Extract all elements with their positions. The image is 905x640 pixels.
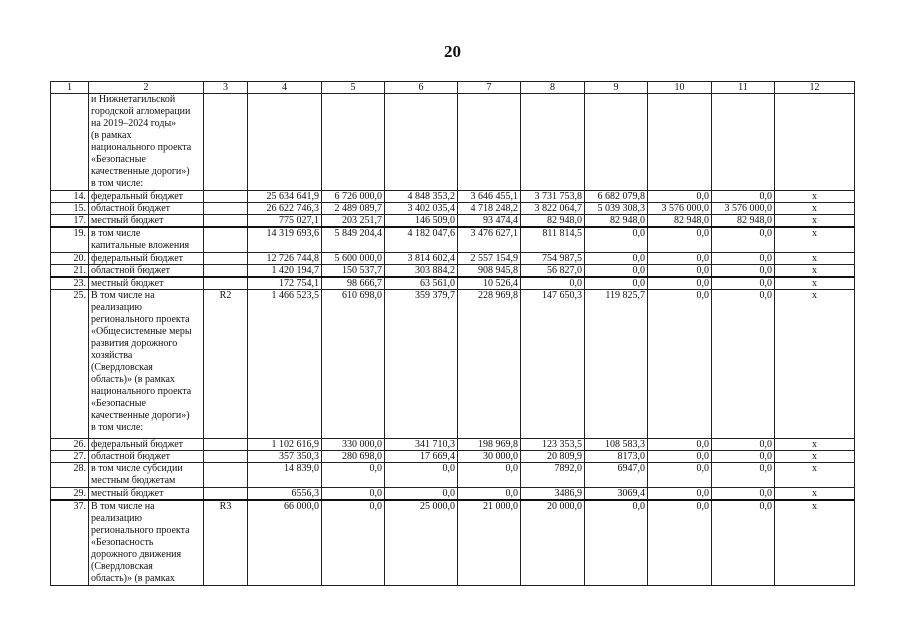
value-cell: 0,0: [385, 463, 458, 488]
table-row: [51, 203, 855, 215]
row-code-cell: [204, 203, 248, 215]
table-row: [51, 94, 855, 191]
value-cell: 3486,9: [521, 488, 585, 501]
value-cell: 66 000,0: [248, 500, 322, 586]
row-label-cell: В том числе на реализацию регионального проекта «Безопасность дорожного движения (Свердловская область)» (в рамках: [89, 500, 204, 586]
value-cell: 3 731 753,8: [521, 191, 585, 203]
mark-cell: [775, 94, 855, 191]
value-cell: 228 969,8: [458, 290, 521, 439]
row-number-cell: 23.: [51, 277, 89, 290]
row-label-cell: федеральный бюджет: [89, 253, 204, 265]
row-code-cell: R2: [204, 290, 248, 439]
value-cell: [585, 94, 648, 191]
value-cell: [712, 94, 775, 191]
row-label-cell: в том числе капитальные вложения: [89, 227, 204, 253]
value-cell: 0,0: [712, 463, 775, 488]
mark-cell: x: [775, 215, 855, 228]
value-cell: 1 466 523,5: [248, 290, 322, 439]
column-number: 10: [648, 82, 712, 94]
value-cell: 108 583,3: [585, 439, 648, 451]
row-number-cell: 27.: [51, 451, 89, 463]
value-cell: 21 000,0: [458, 500, 521, 586]
column-number: 1: [51, 82, 89, 94]
value-cell: 6556,3: [248, 488, 322, 501]
value-cell: 25 634 641,9: [248, 191, 322, 203]
value-cell: 303 884,2: [385, 265, 458, 278]
value-cell: 123 353,5: [521, 439, 585, 451]
value-cell: 7892,0: [521, 463, 585, 488]
table-row: [51, 463, 855, 488]
mark-cell: x: [775, 500, 855, 586]
row-number-cell: 19.: [51, 227, 89, 253]
mark-cell: x: [775, 227, 855, 253]
value-cell: 0,0: [712, 253, 775, 265]
value-cell: 26 622 746,3: [248, 203, 322, 215]
table-row: [51, 451, 855, 463]
value-cell: 82 948,0: [521, 215, 585, 228]
row-code-cell: [204, 451, 248, 463]
value-cell: 0,0: [712, 265, 775, 278]
value-cell: 908 945,8: [458, 265, 521, 278]
table-row: [51, 265, 855, 278]
value-cell: 147 650,3: [521, 290, 585, 439]
row-code-cell: [204, 253, 248, 265]
mark-cell: x: [775, 277, 855, 290]
value-cell: 150 537,7: [322, 265, 385, 278]
row-number-cell: 20.: [51, 253, 89, 265]
column-number: 7: [458, 82, 521, 94]
value-cell: 3 646 455,1: [458, 191, 521, 203]
value-cell: 198 969,8: [458, 439, 521, 451]
table-row: [51, 290, 855, 439]
column-number: 2: [89, 82, 204, 94]
mark-cell: x: [775, 203, 855, 215]
value-cell: 0,0: [648, 191, 712, 203]
row-label-cell: В том числе на реализацию регионального проекта «Общесистемные меры развития дорожного хозяйства (Свердловская область)» (в рамках национального проекта «Безопасные качественные дороги») в том числе:: [89, 290, 204, 439]
row-number-cell: 29.: [51, 488, 89, 501]
value-cell: 0,0: [585, 277, 648, 290]
value-cell: 17 669,4: [385, 451, 458, 463]
row-code-cell: [204, 488, 248, 501]
mark-cell: x: [775, 439, 855, 451]
value-cell: 2 489 089,7: [322, 203, 385, 215]
column-number: 6: [385, 82, 458, 94]
table-row: [51, 488, 855, 501]
table-row: [51, 215, 855, 228]
value-cell: 82 948,0: [585, 215, 648, 228]
value-cell: 0,0: [585, 265, 648, 278]
value-cell: 0,0: [648, 227, 712, 253]
value-cell: 30 000,0: [458, 451, 521, 463]
value-cell: 6 726 000,0: [322, 191, 385, 203]
value-cell: 357 350,3: [248, 451, 322, 463]
value-cell: 20 809,9: [521, 451, 585, 463]
value-cell: 3 476 627,1: [458, 227, 521, 253]
value-cell: 359 379,7: [385, 290, 458, 439]
page-number: 20: [444, 42, 461, 61]
mark-cell: x: [775, 488, 855, 501]
value-cell: 8173,0: [585, 451, 648, 463]
value-cell: 0,0: [648, 451, 712, 463]
column-number: 9: [585, 82, 648, 94]
value-cell: 146 509,0: [385, 215, 458, 228]
value-cell: 1 102 616,9: [248, 439, 322, 451]
value-cell: 3 822 064,7: [521, 203, 585, 215]
row-label-cell: федеральный бюджет: [89, 191, 204, 203]
value-cell: 775 027,1: [248, 215, 322, 228]
value-cell: 119 825,7: [585, 290, 648, 439]
column-number-row: [51, 82, 855, 94]
value-cell: 0,0: [712, 488, 775, 501]
value-cell: 4 718 248,2: [458, 203, 521, 215]
column-number: 4: [248, 82, 322, 94]
value-cell: 203 251,7: [322, 215, 385, 228]
value-cell: 10 526,4: [458, 277, 521, 290]
value-cell: 5 039 308,3: [585, 203, 648, 215]
value-cell: 172 754,1: [248, 277, 322, 290]
value-cell: 5 849 204,4: [322, 227, 385, 253]
value-cell: 0,0: [712, 191, 775, 203]
value-cell: 98 666,7: [322, 277, 385, 290]
row-code-cell: [204, 215, 248, 228]
row-label-cell: в том числе субсидии местным бюджетам: [89, 463, 204, 488]
value-cell: 0,0: [322, 463, 385, 488]
value-cell: 0,0: [712, 439, 775, 451]
row-number-cell: 37.: [51, 500, 89, 586]
table-row: [51, 439, 855, 451]
value-cell: 0,0: [648, 277, 712, 290]
value-cell: 0,0: [385, 488, 458, 501]
row-label-cell: местный бюджет: [89, 215, 204, 228]
table-row: [51, 277, 855, 290]
row-label-cell: федеральный бюджет: [89, 439, 204, 451]
column-number: 5: [322, 82, 385, 94]
value-cell: 12 726 744,8: [248, 253, 322, 265]
column-number: 11: [712, 82, 775, 94]
value-cell: 0,0: [648, 463, 712, 488]
value-cell: [248, 94, 322, 191]
row-code-cell: [204, 439, 248, 451]
value-cell: 0,0: [648, 253, 712, 265]
column-number: 3: [204, 82, 248, 94]
value-cell: 3 814 602,4: [385, 253, 458, 265]
row-label-cell: областной бюджет: [89, 451, 204, 463]
mark-cell: x: [775, 290, 855, 439]
value-cell: 3 402 035,4: [385, 203, 458, 215]
mark-cell: x: [775, 463, 855, 488]
value-cell: 0,0: [712, 500, 775, 586]
value-cell: 610 698,0: [322, 290, 385, 439]
row-label-cell: областной бюджет: [89, 203, 204, 215]
table-row: [51, 191, 855, 203]
value-cell: 0,0: [458, 463, 521, 488]
value-cell: 6 682 079,8: [585, 191, 648, 203]
row-number-cell: 26.: [51, 439, 89, 451]
value-cell: [648, 94, 712, 191]
mark-cell: x: [775, 451, 855, 463]
value-cell: [385, 94, 458, 191]
value-cell: 0,0: [585, 227, 648, 253]
column-number: 12: [775, 82, 855, 94]
row-number-cell: 15.: [51, 203, 89, 215]
row-number-cell: 25.: [51, 290, 89, 439]
table-row: [51, 500, 855, 586]
value-cell: 4 182 047,6: [385, 227, 458, 253]
row-label-cell: и Нижнетагильской городской агломерации на 2019–2024 годы» (в рамках национального проекта «Безопасные качественные дороги») в том числе:: [89, 94, 204, 191]
value-cell: [521, 94, 585, 191]
value-cell: 25 000,0: [385, 500, 458, 586]
value-cell: 82 948,0: [712, 215, 775, 228]
value-cell: [458, 94, 521, 191]
value-cell: 0,0: [648, 500, 712, 586]
value-cell: 280 698,0: [322, 451, 385, 463]
row-label-cell: областной бюджет: [89, 265, 204, 278]
value-cell: 3 576 000,0: [712, 203, 775, 215]
value-cell: 0,0: [648, 439, 712, 451]
value-cell: 20 000,0: [521, 500, 585, 586]
budget-table: [50, 81, 855, 586]
value-cell: 56 827,0: [521, 265, 585, 278]
value-cell: 1 420 194,7: [248, 265, 322, 278]
row-number-cell: 14.: [51, 191, 89, 203]
row-label-cell: местный бюджет: [89, 277, 204, 290]
value-cell: 754 987,5: [521, 253, 585, 265]
value-cell: 3 576 000,0: [648, 203, 712, 215]
value-cell: 0,0: [648, 290, 712, 439]
table-row: [51, 253, 855, 265]
value-cell: 0,0: [585, 253, 648, 265]
row-number-cell: 17.: [51, 215, 89, 228]
value-cell: [322, 94, 385, 191]
row-code-cell: [204, 265, 248, 278]
row-number-cell: 21.: [51, 265, 89, 278]
value-cell: 14 839,0: [248, 463, 322, 488]
value-cell: 0,0: [322, 500, 385, 586]
value-cell: 6947,0: [585, 463, 648, 488]
mark-cell: x: [775, 265, 855, 278]
value-cell: 330 000,0: [322, 439, 385, 451]
row-code-cell: [204, 463, 248, 488]
value-cell: 0,0: [521, 277, 585, 290]
value-cell: 0,0: [712, 227, 775, 253]
value-cell: 341 710,3: [385, 439, 458, 451]
value-cell: 0,0: [322, 488, 385, 501]
value-cell: 82 948,0: [648, 215, 712, 228]
value-cell: 5 600 000,0: [322, 253, 385, 265]
value-cell: 0,0: [458, 488, 521, 501]
row-code-cell: [204, 94, 248, 191]
row-label-cell: местный бюджет: [89, 488, 204, 501]
value-cell: 3069,4: [585, 488, 648, 501]
value-cell: 0,0: [648, 265, 712, 278]
table-row: [51, 227, 855, 253]
row-number-cell: 28.: [51, 463, 89, 488]
value-cell: 0,0: [585, 500, 648, 586]
row-number-cell: [51, 94, 89, 191]
value-cell: 0,0: [712, 451, 775, 463]
column-number: 8: [521, 82, 585, 94]
value-cell: 0,0: [712, 290, 775, 439]
row-code-cell: [204, 227, 248, 253]
mark-cell: x: [775, 191, 855, 203]
row-code-cell: [204, 277, 248, 290]
value-cell: 63 561,0: [385, 277, 458, 290]
value-cell: 2 557 154,9: [458, 253, 521, 265]
value-cell: 811 814,5: [521, 227, 585, 253]
row-code-cell: R3: [204, 500, 248, 586]
value-cell: 0,0: [648, 488, 712, 501]
value-cell: 14 319 693,6: [248, 227, 322, 253]
value-cell: 4 848 353,2: [385, 191, 458, 203]
mark-cell: x: [775, 253, 855, 265]
value-cell: 0,0: [712, 277, 775, 290]
row-code-cell: [204, 191, 248, 203]
value-cell: 93 474,4: [458, 215, 521, 228]
